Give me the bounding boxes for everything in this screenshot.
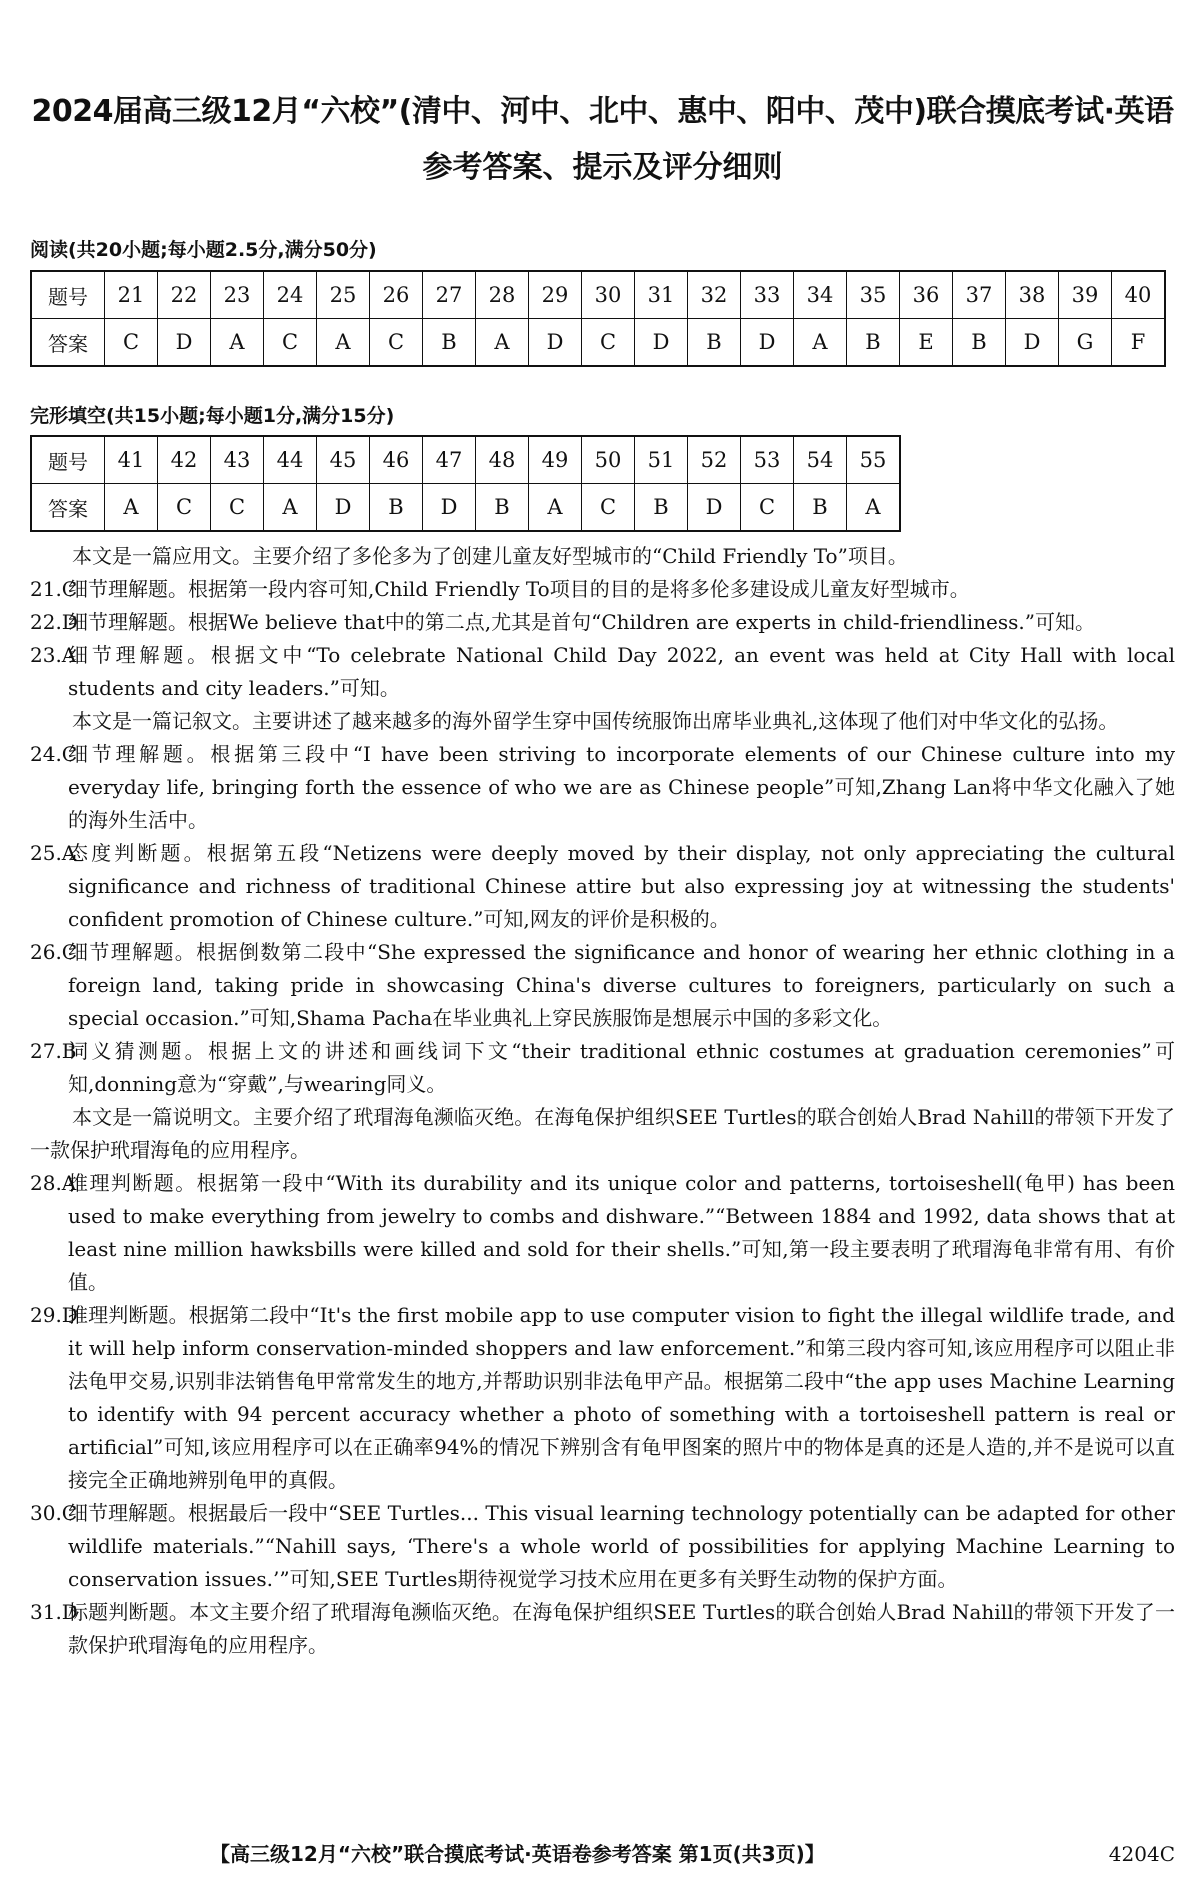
answer-cell: D bbox=[529, 319, 582, 367]
item-text: 细节理解题。根据文中“To celebrate National Child Day 2022, an event was held at City Hall with local students and city leaders.”可知。 bbox=[68, 643, 1175, 700]
table-row bbox=[31, 436, 900, 484]
item-number: 21.C bbox=[30, 577, 78, 601]
item-text: 细节理解题。根据第三段中“I have been striving to incorporate elements of our Chinese culture into my everyday life, bringing forth the essence of who we are as Chinese people”可知,Zhang Lan将中华文化融入了她的海外生活中。 bbox=[68, 742, 1175, 832]
answer-cell: A bbox=[529, 484, 582, 532]
question-number: 30 bbox=[582, 271, 635, 319]
item-number: 24.C bbox=[30, 742, 78, 766]
answer-cell: A bbox=[317, 319, 370, 367]
answer-cell: D bbox=[158, 319, 211, 367]
answer-cell: D bbox=[688, 484, 741, 532]
answer-cell: C bbox=[741, 484, 794, 532]
explanation-30 bbox=[30, 1497, 1175, 1596]
footer-code: 4204C bbox=[1108, 1842, 1175, 1866]
page-title: 2024届高三级12月“六校”(清中、河中、北中、惠中、阳中、茂中)联合摸底考试·英语 bbox=[31, 94, 1174, 129]
item-text: 推理判断题。根据第二段中“It's the first mobile app to use computer vision to fight the illegal wildlife trade, and it will help inform conservation-minded shoppers and law enforcement.”和第三段内容可知,该应用程序可以阻止非法龟甲交易,识别非法销售龟甲常常发生的地方,并帮助识别非法龟甲产品。根据第二段中“the app uses Machine Learning to identify with 94 percent accuracy whether a photo of something with a tortoiseshell pattern is real or artificial”可知,该应用程序可以在正确率94%的情况下辨别含有龟甲图案的照片中的物体是真的还是人造的,并不是说可以直接完全正确地辨别龟甲的真假。 bbox=[68, 1303, 1175, 1492]
explanation-27 bbox=[30, 1035, 1175, 1101]
answer-cell: A bbox=[847, 484, 901, 532]
question-number: 43 bbox=[211, 436, 264, 484]
question-number: 54 bbox=[794, 436, 847, 484]
cloze-answer-table bbox=[30, 435, 901, 532]
item-number: 26.C bbox=[30, 940, 78, 964]
explanation-31 bbox=[30, 1596, 1175, 1662]
question-number: 35 bbox=[847, 271, 900, 319]
cloze-section-label: 完形填空(共15小题;每小题1分,满分15分) bbox=[30, 405, 395, 427]
table-row bbox=[31, 271, 1165, 319]
question-number: 34 bbox=[794, 271, 847, 319]
answer-cell: A bbox=[794, 319, 847, 367]
question-number: 33 bbox=[741, 271, 794, 319]
table-row bbox=[31, 319, 1165, 367]
item-number: 29.D bbox=[30, 1303, 78, 1327]
answer-cell: C bbox=[264, 319, 317, 367]
item-text: 细节理解题。根据We believe that中的第二点,尤其是首句“Children are experts in child-friendliness.”可知。 bbox=[68, 610, 1095, 634]
question-number: 44 bbox=[264, 436, 317, 484]
answer-cell: F bbox=[1112, 319, 1166, 367]
answer-cell: G bbox=[1059, 319, 1112, 367]
answer-cell: A bbox=[476, 319, 529, 367]
passage-c-intro: 本文是一篇说明文。主要介绍了玳瑁海龟濒临灭绝。在海龟保护组织SEE Turtles的联合创始人Brad Nahill的带领下开发了一款保护玳瑁海龟的应用程序。 bbox=[30, 1105, 1175, 1162]
question-number: 21 bbox=[105, 271, 158, 319]
footer-title: 【高三级12月“六校”联合摸底考试·英语卷参考答案 第1页(共3页)】 bbox=[210, 1842, 825, 1866]
question-number: 53 bbox=[741, 436, 794, 484]
item-number: 22.D bbox=[30, 610, 78, 634]
question-number: 40 bbox=[1112, 271, 1166, 319]
item-number: 28.A bbox=[30, 1171, 77, 1195]
item-text: 细节理解题。根据最后一段中“SEE Turtles... This visual learning technology potentially can be adapted for other wildlife materials.”“Nahill says, ‘There's a whole world of possibilities for applying Machine Learning to conservation issues.’”可知,SEE Turtles期待视觉学习技术应用在更多有关野生动物的保护方面。 bbox=[68, 1501, 1175, 1591]
item-text: 细节理解题。根据第一段内容可知,Child Friendly To项目的目的是将多伦多建设成儿童友好型城市。 bbox=[68, 577, 970, 601]
answer-cell: C bbox=[158, 484, 211, 532]
question-number: 27 bbox=[423, 271, 476, 319]
item-text: 态度判断题。根据第五段“Netizens were deeply moved by their display, not only appreciating the cultural significance and richness of traditional Chinese attire but also expressing joy at witnessing the students' confident promotion of Chinese culture.”可知,网友的评价是积极的。 bbox=[68, 841, 1175, 931]
explanations bbox=[30, 540, 1175, 1662]
item-text: 细节理解题。根据倒数第二段中“She expressed the significance and honor of wearing her ethnic clothing in a foreign land, taking pride in showcasing China's diverse cultures to foreigners, particularly on such a special occasion.”可知,Shama Pacha在毕业典礼上穿民族服饰是想展示中国的多彩文化。 bbox=[68, 940, 1175, 1030]
question-number: 42 bbox=[158, 436, 211, 484]
answer-cell: D bbox=[741, 319, 794, 367]
question-number: 29 bbox=[529, 271, 582, 319]
explanation-23 bbox=[30, 639, 1175, 705]
item-text: 推理判断题。根据第一段中“With its durability and its unique color and patterns, tortoiseshell(龟甲) has been used to make everything from jewelry to combs and dishware.”“Between 1884 and 1992, data shows that at least nine million hawksbills were killed and sold for their shells.”可知,第一段主要表明了玳瑁海龟非常有用、有价值。 bbox=[68, 1171, 1175, 1294]
question-number: 38 bbox=[1006, 271, 1059, 319]
item-number: 31.D bbox=[30, 1600, 78, 1624]
item-number: 23.A bbox=[30, 643, 77, 667]
item-number: 27.B bbox=[30, 1039, 77, 1063]
question-number: 31 bbox=[635, 271, 688, 319]
answer-cell: C bbox=[211, 484, 264, 532]
answer-cell: A bbox=[105, 484, 158, 532]
question-number: 22 bbox=[158, 271, 211, 319]
answer-cell: D bbox=[635, 319, 688, 367]
question-number: 32 bbox=[688, 271, 741, 319]
question-number: 37 bbox=[953, 271, 1006, 319]
explanation-29 bbox=[30, 1299, 1175, 1497]
row-header-answer: 答案 bbox=[31, 484, 105, 532]
answer-cell: A bbox=[211, 319, 264, 367]
reading-section-label: 阅读(共20小题;每小题2.5分,满分50分) bbox=[30, 239, 377, 261]
answer-cell: E bbox=[900, 319, 953, 367]
row-header-number: 题号 bbox=[31, 436, 105, 484]
answer-cell: D bbox=[1006, 319, 1059, 367]
answer-cell: B bbox=[423, 319, 476, 367]
question-number: 47 bbox=[423, 436, 476, 484]
item-number: 25.A bbox=[30, 841, 77, 865]
explanation-21 bbox=[30, 573, 1175, 606]
question-number: 41 bbox=[105, 436, 158, 484]
answer-cell: D bbox=[423, 484, 476, 532]
question-number: 39 bbox=[1059, 271, 1112, 319]
question-number: 55 bbox=[847, 436, 901, 484]
answer-cell: B bbox=[370, 484, 423, 532]
answer-cell: B bbox=[953, 319, 1006, 367]
item-text: 词义猜测题。根据上文的讲述和画线词下文“their traditional ethnic costumes at graduation ceremonies”可知,donning意为“穿戴”,与wearing同义。 bbox=[68, 1039, 1175, 1096]
answer-cell: C bbox=[370, 319, 423, 367]
explanation-22 bbox=[30, 606, 1175, 639]
answer-cell: B bbox=[794, 484, 847, 532]
item-number: 30.C bbox=[30, 1501, 78, 1525]
row-header-number: 题号 bbox=[31, 271, 105, 319]
answer-cell: B bbox=[847, 319, 900, 367]
answer-cell: B bbox=[688, 319, 741, 367]
explanation-26 bbox=[30, 936, 1175, 1035]
question-number: 45 bbox=[317, 436, 370, 484]
explanation-28 bbox=[30, 1167, 1175, 1299]
question-number: 26 bbox=[370, 271, 423, 319]
reading-answer-table bbox=[30, 270, 1166, 367]
question-number: 48 bbox=[476, 436, 529, 484]
answer-cell: B bbox=[476, 484, 529, 532]
question-number: 23 bbox=[211, 271, 264, 319]
answer-cell: D bbox=[317, 484, 370, 532]
passage-b-intro: 本文是一篇记叙文。主要讲述了越来越多的海外留学生穿中国传统服饰出席毕业典礼,这体现了他们对中华文化的弘扬。 bbox=[72, 709, 1119, 733]
question-number: 36 bbox=[900, 271, 953, 319]
explanation-25 bbox=[30, 837, 1175, 936]
answer-cell: A bbox=[264, 484, 317, 532]
answer-cell: C bbox=[582, 319, 635, 367]
item-text: 标题判断题。本文主要介绍了玳瑁海龟濒临灭绝。在海龟保护组织SEE Turtles的联合创始人Brad Nahill的带领下开发了一款保护玳瑁海龟的应用程序。 bbox=[68, 1600, 1175, 1657]
question-number: 25 bbox=[317, 271, 370, 319]
explanation-24 bbox=[30, 738, 1175, 837]
answer-cell: B bbox=[635, 484, 688, 532]
question-number: 51 bbox=[635, 436, 688, 484]
page-subtitle: 参考答案、提示及评分细则 bbox=[422, 150, 783, 185]
question-number: 46 bbox=[370, 436, 423, 484]
row-header-answer: 答案 bbox=[31, 319, 105, 367]
question-number: 52 bbox=[688, 436, 741, 484]
answer-cell: C bbox=[582, 484, 635, 532]
passage-a-intro: 本文是一篇应用文。主要介绍了多伦多为了创建儿童友好型城市的“Child Friendly To”项目。 bbox=[72, 544, 908, 568]
question-number: 28 bbox=[476, 271, 529, 319]
question-number: 50 bbox=[582, 436, 635, 484]
question-number: 49 bbox=[529, 436, 582, 484]
question-number: 24 bbox=[264, 271, 317, 319]
table-row bbox=[31, 484, 900, 532]
answer-cell: C bbox=[105, 319, 158, 367]
